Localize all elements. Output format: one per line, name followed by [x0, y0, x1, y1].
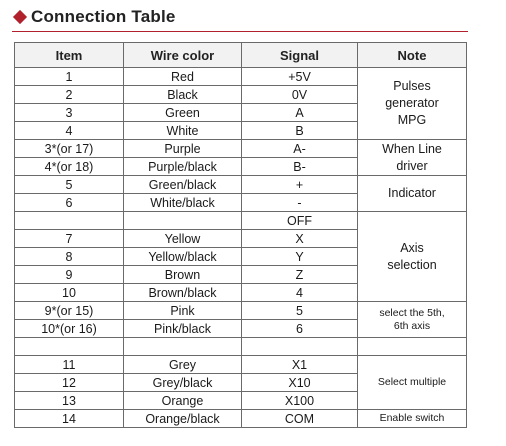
note-pulses-generator: [358, 68, 467, 140]
signal-cell: A-: [242, 140, 358, 158]
wire-color-cell: Orange: [124, 392, 242, 410]
item-cell: 14: [15, 410, 124, 428]
signal-cell: [242, 338, 358, 356]
wire-color-cell: Grey/black: [124, 374, 242, 392]
signal-cell: -: [242, 194, 358, 212]
page-title: Connection Table: [31, 7, 176, 26]
table-row-blank: [15, 338, 467, 356]
note-line: When Line: [382, 141, 442, 156]
signal-cell: A: [242, 104, 358, 122]
table-header-row: [15, 43, 467, 68]
item-cell: 7: [15, 230, 124, 248]
signal-cell: OFF: [242, 212, 358, 230]
table-row: [15, 410, 467, 428]
wire-color-cell: [124, 338, 242, 356]
signal-cell: X10: [242, 374, 358, 392]
item-cell: 4: [15, 122, 124, 140]
item-cell: 11: [15, 356, 124, 374]
item-cell: 9: [15, 266, 124, 284]
note-enable-switch: Enable switch: [358, 410, 467, 428]
column-header-signal: Signal: [242, 43, 358, 68]
item-cell: 6: [15, 194, 124, 212]
signal-cell: 0V: [242, 86, 358, 104]
wire-color-cell: Purple: [124, 140, 242, 158]
item-cell: 12: [15, 374, 124, 392]
signal-cell: 6: [242, 320, 358, 338]
wire-color-cell: Brown: [124, 266, 242, 284]
item-cell: 10*(or 16): [15, 320, 124, 338]
wire-color-cell: Green: [124, 104, 242, 122]
signal-cell: Z: [242, 266, 358, 284]
note-line: generator: [385, 96, 439, 110]
wire-color-cell: White: [124, 122, 242, 140]
table-row: [15, 176, 467, 194]
item-cell: 5: [15, 176, 124, 194]
wire-color-cell: White/black: [124, 194, 242, 212]
note-axis-selection: [358, 212, 467, 302]
item-cell: 13: [15, 392, 124, 410]
table-row: [15, 302, 467, 320]
note-line: MPG: [397, 113, 427, 127]
note-indicator: Indicator: [358, 176, 467, 212]
diamond-bullet-icon: [13, 10, 27, 24]
item-cell: 1: [15, 68, 124, 86]
wire-color-cell: Green/black: [124, 176, 242, 194]
wire-color-cell: [124, 212, 242, 230]
table-row: [15, 356, 467, 374]
wire-color-cell: Orange/black: [124, 410, 242, 428]
heading-divider: [12, 31, 468, 32]
note-line: select the 5th,: [379, 306, 445, 319]
note-select-multiple: Select multiple: [358, 356, 467, 410]
signal-cell: Y: [242, 248, 358, 266]
item-cell: 4*(or 18): [15, 158, 124, 176]
wire-color-cell: Pink/black: [124, 320, 242, 338]
wire-color-cell: Grey: [124, 356, 242, 374]
column-header-note: Note: [358, 43, 467, 68]
item-cell: 10: [15, 284, 124, 302]
item-cell: [15, 338, 124, 356]
note-line: selection: [387, 257, 437, 272]
signal-cell: 5: [242, 302, 358, 320]
column-header-wire-color: Wire color: [124, 43, 242, 68]
note-line: Axis: [400, 240, 424, 255]
signal-cell: X: [242, 230, 358, 248]
table-row: [15, 212, 467, 230]
signal-cell: +5V: [242, 68, 358, 86]
signal-cell: 4: [242, 284, 358, 302]
note-line-driver: [358, 140, 467, 176]
note-select-5th-6th-axis: [358, 302, 467, 338]
signal-cell: COM: [242, 410, 358, 428]
table-row: [15, 68, 467, 86]
signal-cell: X1: [242, 356, 358, 374]
wire-color-cell: Red: [124, 68, 242, 86]
note-line: Pulses: [393, 79, 431, 93]
wire-color-cell: Pink: [124, 302, 242, 320]
column-header-item: Item: [15, 43, 124, 68]
signal-cell: +: [242, 176, 358, 194]
section-heading: [12, 4, 176, 30]
item-cell: 2: [15, 86, 124, 104]
wire-color-cell: Brown/black: [124, 284, 242, 302]
wire-color-cell: Yellow: [124, 230, 242, 248]
note-blank: [358, 338, 467, 356]
wire-color-cell: Yellow/black: [124, 248, 242, 266]
connection-table: [14, 42, 467, 428]
wire-color-cell: Purple/black: [124, 158, 242, 176]
item-cell: 9*(or 15): [15, 302, 124, 320]
item-cell: 8: [15, 248, 124, 266]
note-line: driver: [396, 158, 428, 173]
table-row: [15, 140, 467, 158]
signal-cell: B-: [242, 158, 358, 176]
item-cell: 3*(or 17): [15, 140, 124, 158]
wire-color-cell: Black: [124, 86, 242, 104]
signal-cell: X100: [242, 392, 358, 410]
item-cell: [15, 212, 124, 230]
signal-cell: B: [242, 122, 358, 140]
item-cell: 3: [15, 104, 124, 122]
note-line: 6th axis: [393, 319, 431, 332]
